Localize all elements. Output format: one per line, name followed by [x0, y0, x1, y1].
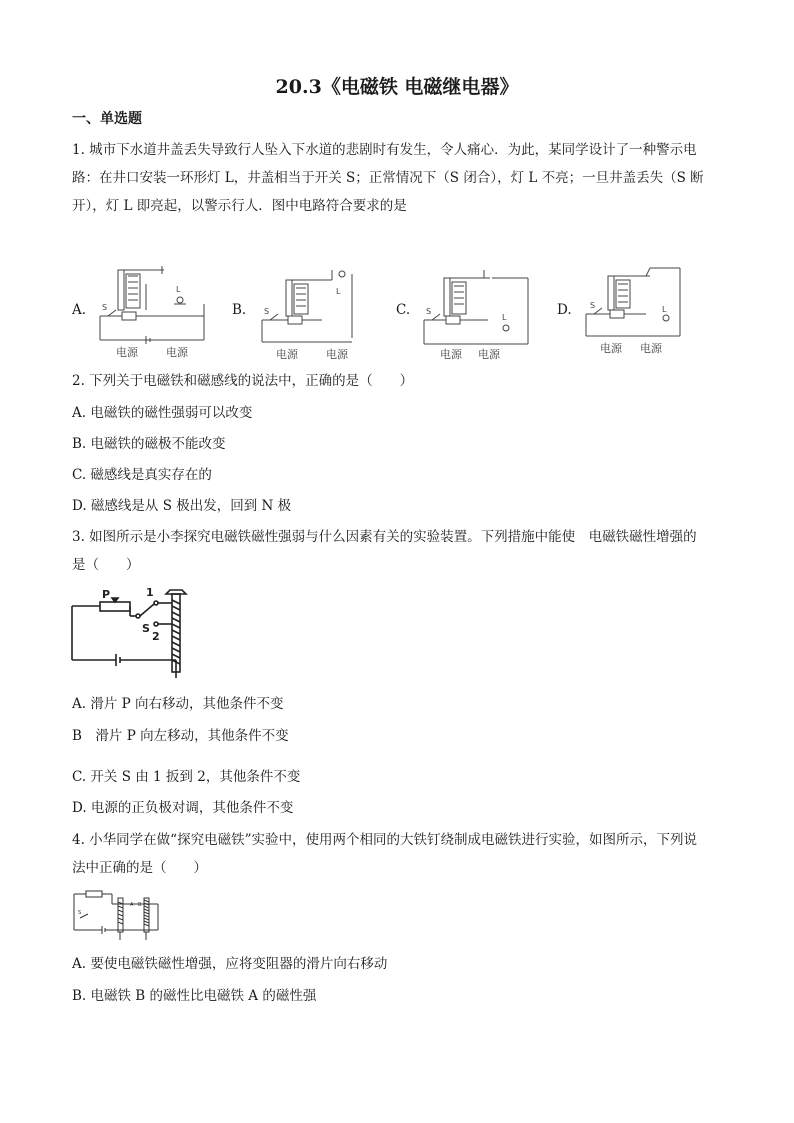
- q1-option-b-label: B.: [232, 302, 247, 318]
- q4-circuit-figure: [72, 884, 164, 944]
- q3-option-c: C. 开关 S 由 1 扳到 2，其他条件不变: [72, 769, 301, 785]
- q4-magnet-b: B: [138, 902, 142, 908]
- q1-circuit-a: [94, 262, 214, 358]
- q1-a-power-2: 电源: [166, 346, 188, 359]
- q1-c-power-2: 电源: [478, 348, 500, 361]
- q3-circuit-figure: [72, 586, 222, 678]
- q1-line-1: 1. 城市下水道井盖丢失导致行人坠入下水道的悲剧时有发生，令人痛心．为此，某同学设计了一种警示电: [72, 142, 697, 158]
- section-heading: 一、单选题: [72, 111, 142, 127]
- q3-option-d: D. 电源的正负极对调，其他条件不变: [72, 800, 294, 816]
- q2-option-c: C. 磁感线是真实存在的: [72, 467, 212, 483]
- q1-line-3: 开），灯 L 即亮起，以警示行人．图中电路符合要求的是: [72, 198, 407, 214]
- page-title: 20.3《电磁铁 电磁继电器》: [275, 76, 519, 98]
- q1-b-power-2: 电源: [326, 348, 348, 361]
- q1-c-power-1: 电源: [440, 348, 462, 361]
- q3-terminal-1: 1: [146, 586, 154, 599]
- q4-line-1: 4. 小华同学在做“探究电磁铁”实验中，使用两个相同的大铁钉绕制成电磁铁进行实验，如图所示，下列说: [72, 832, 697, 848]
- q1-circuit-d: [580, 264, 692, 360]
- q3-line-2: 是（ ）: [72, 557, 140, 573]
- q2-option-d: D. 磁感线是从 S 极出发，回到 N 极: [72, 498, 292, 514]
- q1-c-l-label: L: [502, 313, 507, 322]
- q1-option-c-label: C.: [396, 302, 411, 318]
- q3-option-a: A. 滑片 P 向右移动，其他条件不变: [72, 696, 284, 712]
- q3-switch-s: S: [142, 622, 150, 635]
- q3-terminal-2: 2: [152, 630, 160, 643]
- q1-b-s-label: S: [264, 307, 270, 316]
- q4-line-2: 法中正确的是（ ）: [72, 860, 207, 876]
- q1-line-2: 路：在井口安装一环形灯 L，井盖相当于开关 S；正常情况下（S 闭合），灯 L 不亮；一旦井盖丢失（S 断: [72, 170, 704, 186]
- q1-option-d-label: D.: [557, 302, 572, 318]
- q1-b-power-1: 电源: [276, 348, 298, 361]
- q1-circuit-b: [256, 266, 376, 362]
- q1-c-s-label: S: [426, 307, 432, 316]
- q1-a-power-1: 电源: [116, 346, 138, 359]
- q2-option-a: A. 电磁铁的磁性强弱可以改变: [72, 405, 253, 421]
- q3-line-1: 3. 如图所示是小李探究电磁铁磁性强弱与什么因素有关的实验装置。下列措施中能使 电磁铁磁性增强的: [72, 529, 697, 545]
- q1-d-l-label: L: [662, 305, 667, 314]
- q1-b-l-label: L: [336, 287, 341, 296]
- q1-d-s-label: S: [590, 301, 596, 310]
- q1-option-a-label: A.: [72, 302, 87, 318]
- q4-option-b: B. 电磁铁 B 的磁性比电磁铁 A 的磁性强: [72, 988, 317, 1004]
- q3-option-b: B 滑片 P 向左移动，其他条件不变: [72, 728, 289, 744]
- q1-a-l-label: L: [176, 285, 181, 294]
- q1-d-power-2: 电源: [640, 342, 662, 355]
- q1-circuit-c: [418, 266, 538, 362]
- q3-p-label: P: [102, 588, 111, 601]
- q1-d-power-1: 电源: [600, 342, 622, 355]
- q2-option-b: B. 电磁铁的磁极不能改变: [72, 436, 226, 452]
- q2-stem: 2. 下列关于电磁铁和磁感线的说法中，正确的是（ ）: [72, 373, 414, 389]
- q4-switch-s: S: [78, 910, 82, 916]
- q1-a-s-label: S: [102, 303, 108, 312]
- q4-option-a: A. 要使电磁铁磁性增强，应将变阻器的滑片向右移动: [72, 956, 388, 972]
- q4-magnet-a: A: [130, 902, 134, 908]
